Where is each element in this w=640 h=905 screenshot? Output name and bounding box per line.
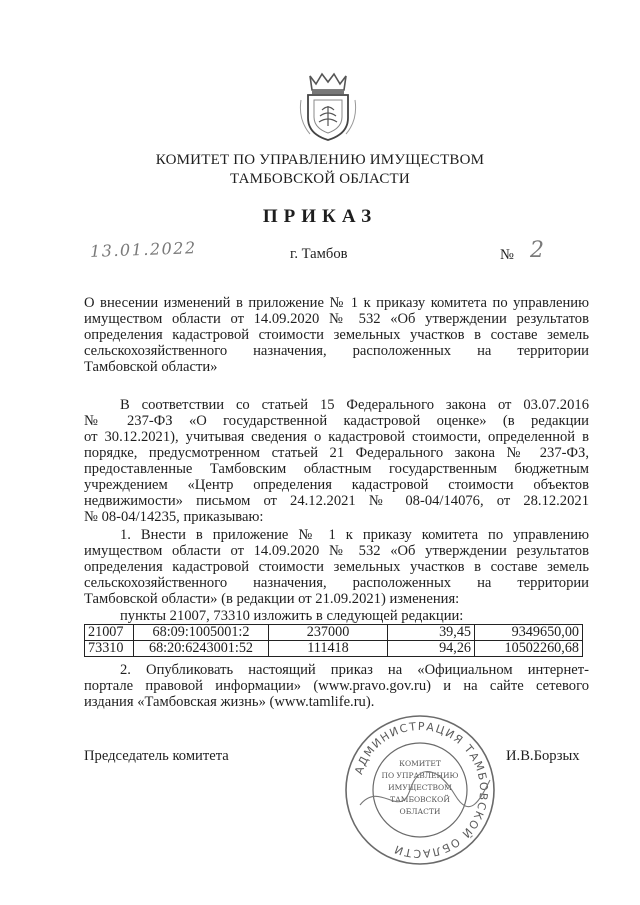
table-cell-value: 10502260,68 xyxy=(475,641,583,657)
stamp-ring-text: АДМИНИСТРАЦИЯ ТАМБОВСКОЙ ОБЛАСТИ xyxy=(352,719,491,861)
signatory-name: И.В.Борзых xyxy=(506,748,580,764)
table-cell-cadastral-number: 68:09:1005001:2 xyxy=(134,625,269,641)
stamp-center-line: ИМУЩЕСТВОМ xyxy=(388,783,452,792)
subject-line: Тамбовской области» xyxy=(84,359,218,375)
table-cell-area: 111418 xyxy=(269,641,388,657)
body-line: 1. Внести в приложение № 1 к приказу комитета по управлению xyxy=(120,527,589,543)
body-line: предоставленные Тамбовским областным государственным бюджетным xyxy=(84,461,589,477)
body-line: Тамбовской области» (в редакции от 21.09.2021) изменения: xyxy=(84,591,460,607)
organization-name-line2: ТАМБОВСКОЙ ОБЛАСТИ xyxy=(230,171,410,187)
body-line: издания «Тамбовская жизнь» (www.tamlife.ru). xyxy=(84,694,375,710)
body-line: сельскохозяйственного назначения, расположенных на территории xyxy=(84,575,589,591)
coat-of-arms-emblem xyxy=(298,70,358,142)
handwritten-number: 2 xyxy=(530,238,544,263)
body-line: учреждением «Центр определения кадастровой стоимости объектов xyxy=(84,477,589,493)
subject-line: О внесении изменений в приложение № 1 к приказу комитета по управлению xyxy=(84,295,589,311)
table-intro: пункты 21007, 73310 изложить в следующей редакции: xyxy=(120,608,464,624)
handwritten-date: 13.01.2022 xyxy=(89,238,197,261)
stamp-center-line: ОБЛАСТИ xyxy=(399,807,441,816)
stamp-center-line: КОМИТЕТ xyxy=(399,759,441,768)
official-stamp xyxy=(340,710,500,870)
cadastral-value-table xyxy=(84,624,583,657)
body-line: В соответствии со статьей 15 Федерального закона от 03.07.2016 xyxy=(120,397,589,413)
table-cell-area: 237000 xyxy=(269,625,388,641)
table-cell-rate: 94,26 xyxy=(388,641,475,657)
body-line: порядке, предусмотренном статьей 21 Федерального закона № 237-ФЗ, xyxy=(84,445,589,461)
subject-line: имуществом области от 14.09.2020 № 532 «Об утверждении результатов xyxy=(84,311,589,327)
table-cell-value: 9349650,00 xyxy=(475,625,583,641)
body-line: портале правовой информации» (www.pravo.gov.ru) и на сайте сетевого xyxy=(84,678,589,694)
body-line: определения кадастровой стоимости земельных участков в составе земель xyxy=(84,559,589,575)
subject-line: определения кадастровой стоимости земельных участков в составе земель xyxy=(84,327,589,343)
body-line: имуществом области от 14.09.2020 № 532 «Об утверждении результатов xyxy=(84,543,589,559)
table-row xyxy=(85,625,583,641)
body-line: недвижимости» письмом от 24.12.2021 № 08-04/14076, от 28.12.2021 xyxy=(84,493,589,509)
table-cell-cadastral-number: 68:20:6243001:52 xyxy=(134,641,269,657)
organization-name-line1: КОМИТЕТ ПО УПРАВЛЕНИЮ ИМУЩЕСТВОМ xyxy=(155,152,485,168)
signatory-position: Председатель комитета xyxy=(84,748,229,764)
subject-line: сельскохозяйственного назначения, расположенных на территории xyxy=(84,343,589,359)
city-label: г. Тамбов xyxy=(290,246,348,262)
stamp-center-line: ПО УПРАВЛЕНИЮ xyxy=(381,771,459,780)
table-row xyxy=(85,641,583,657)
body-line: от 30.12.2021), учитывая сведения о кадастровой стоимости, определенной в xyxy=(84,429,589,445)
table-cell-item-number: 73310 xyxy=(85,641,134,657)
table-cell-rate: 39,45 xyxy=(388,625,475,641)
body-line: 2. Опубликовать настоящий приказ на «Официальном интернет- xyxy=(120,662,589,678)
document-type-title: ПРИКАЗ xyxy=(262,206,378,227)
body-line: № 08-04/14235, приказываю: xyxy=(84,509,264,525)
number-label: № xyxy=(500,247,514,263)
body-line: № 237-ФЗ «О государственной кадастровой оценке» (в редакции xyxy=(84,413,589,429)
stamp-center-line: ТАМБОВСКОЙ xyxy=(390,795,450,804)
table-cell-item-number: 21007 xyxy=(85,625,134,641)
